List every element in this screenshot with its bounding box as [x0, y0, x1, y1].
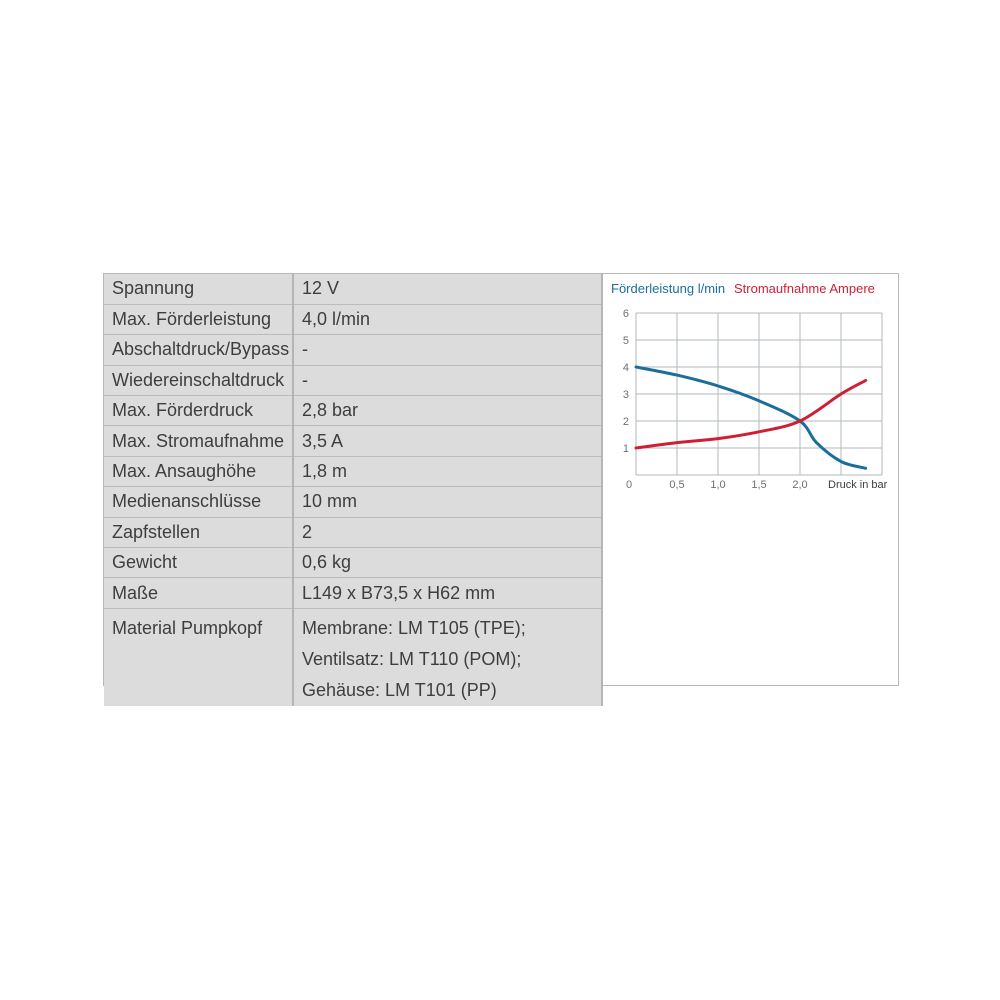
spec-label: Max. Ansaughöhe [104, 456, 293, 486]
spec-value: 2,8 bar [293, 396, 602, 426]
legend-flow: Förderleistung l/min [611, 281, 726, 296]
x-tick-label: 1,5 [751, 479, 767, 491]
spec-row [104, 456, 602, 486]
spec-sheet [103, 273, 899, 700]
spec-value: 0,6 kg [293, 548, 602, 578]
spec-value: 10 mm [293, 487, 602, 517]
y-tick-label: 6 [622, 308, 629, 320]
legend-current: Stromaufnahme Ampere [734, 281, 875, 296]
spec-row [104, 548, 602, 578]
y-tick-label: 2 [622, 416, 629, 428]
spec-label: Medienanschlüsse [104, 487, 293, 517]
spec-value: - [293, 365, 602, 395]
series-line-current [636, 381, 866, 449]
spec-value: - [293, 335, 602, 365]
spec-value: 4,0 l/min [293, 304, 602, 334]
spec-row [104, 396, 602, 426]
spec-row [104, 578, 602, 608]
spec-label: Max. Stromaufnahme [104, 426, 293, 456]
spec-label: Max. Förderleistung [104, 304, 293, 334]
spec-label: Spannung [104, 274, 293, 304]
y-tick-label: 1 [622, 443, 629, 455]
spec-row [104, 365, 602, 395]
spec-value: 12 V [293, 274, 602, 304]
x-axis-title: Druck in bar [828, 479, 888, 491]
spec-label: Wiedereinschaltdruck [104, 365, 293, 395]
chart-canvas [602, 274, 898, 685]
spec-value: 2 [293, 517, 602, 547]
series-line-flow [636, 367, 866, 468]
spec-value: 3,5 A [293, 426, 602, 456]
x-tick-label: 1,0 [710, 479, 726, 491]
performance-chart [602, 274, 898, 685]
spec-table [104, 274, 603, 706]
x-tick-label: 2,0 [792, 479, 808, 491]
x-tick-label: 0 [625, 479, 633, 491]
spec-value: Membrane: LM T105 (TPE); Ventilsatz: LM T110 (POM); Gehäuse: LM T101 (PP) [293, 608, 602, 706]
spec-value: L149 x B73,5 x H62 mm [293, 578, 602, 608]
spec-label: Gewicht [104, 548, 293, 578]
spec-row [104, 304, 602, 334]
spec-row [104, 426, 602, 456]
spec-label: Zapfstellen [104, 517, 293, 547]
spec-row [104, 274, 602, 304]
spec-label: Maße [104, 578, 293, 608]
spec-row [104, 608, 602, 706]
chart-series [636, 367, 866, 468]
spec-row [104, 335, 602, 365]
chart-grid [636, 313, 882, 475]
spec-row [104, 517, 602, 547]
y-tick-label: 4 [622, 362, 629, 374]
spec-label: Material Pumpkopf [104, 608, 293, 706]
spec-row [104, 487, 602, 517]
y-tick-label: 5 [622, 335, 629, 347]
spec-value: 1,8 m [293, 456, 602, 486]
y-tick-label: 3 [622, 389, 629, 401]
spec-label: Max. Förderdruck [104, 396, 293, 426]
spec-label: Abschaltdruck/Bypass [104, 335, 293, 365]
x-tick-label: 0,5 [669, 479, 685, 491]
